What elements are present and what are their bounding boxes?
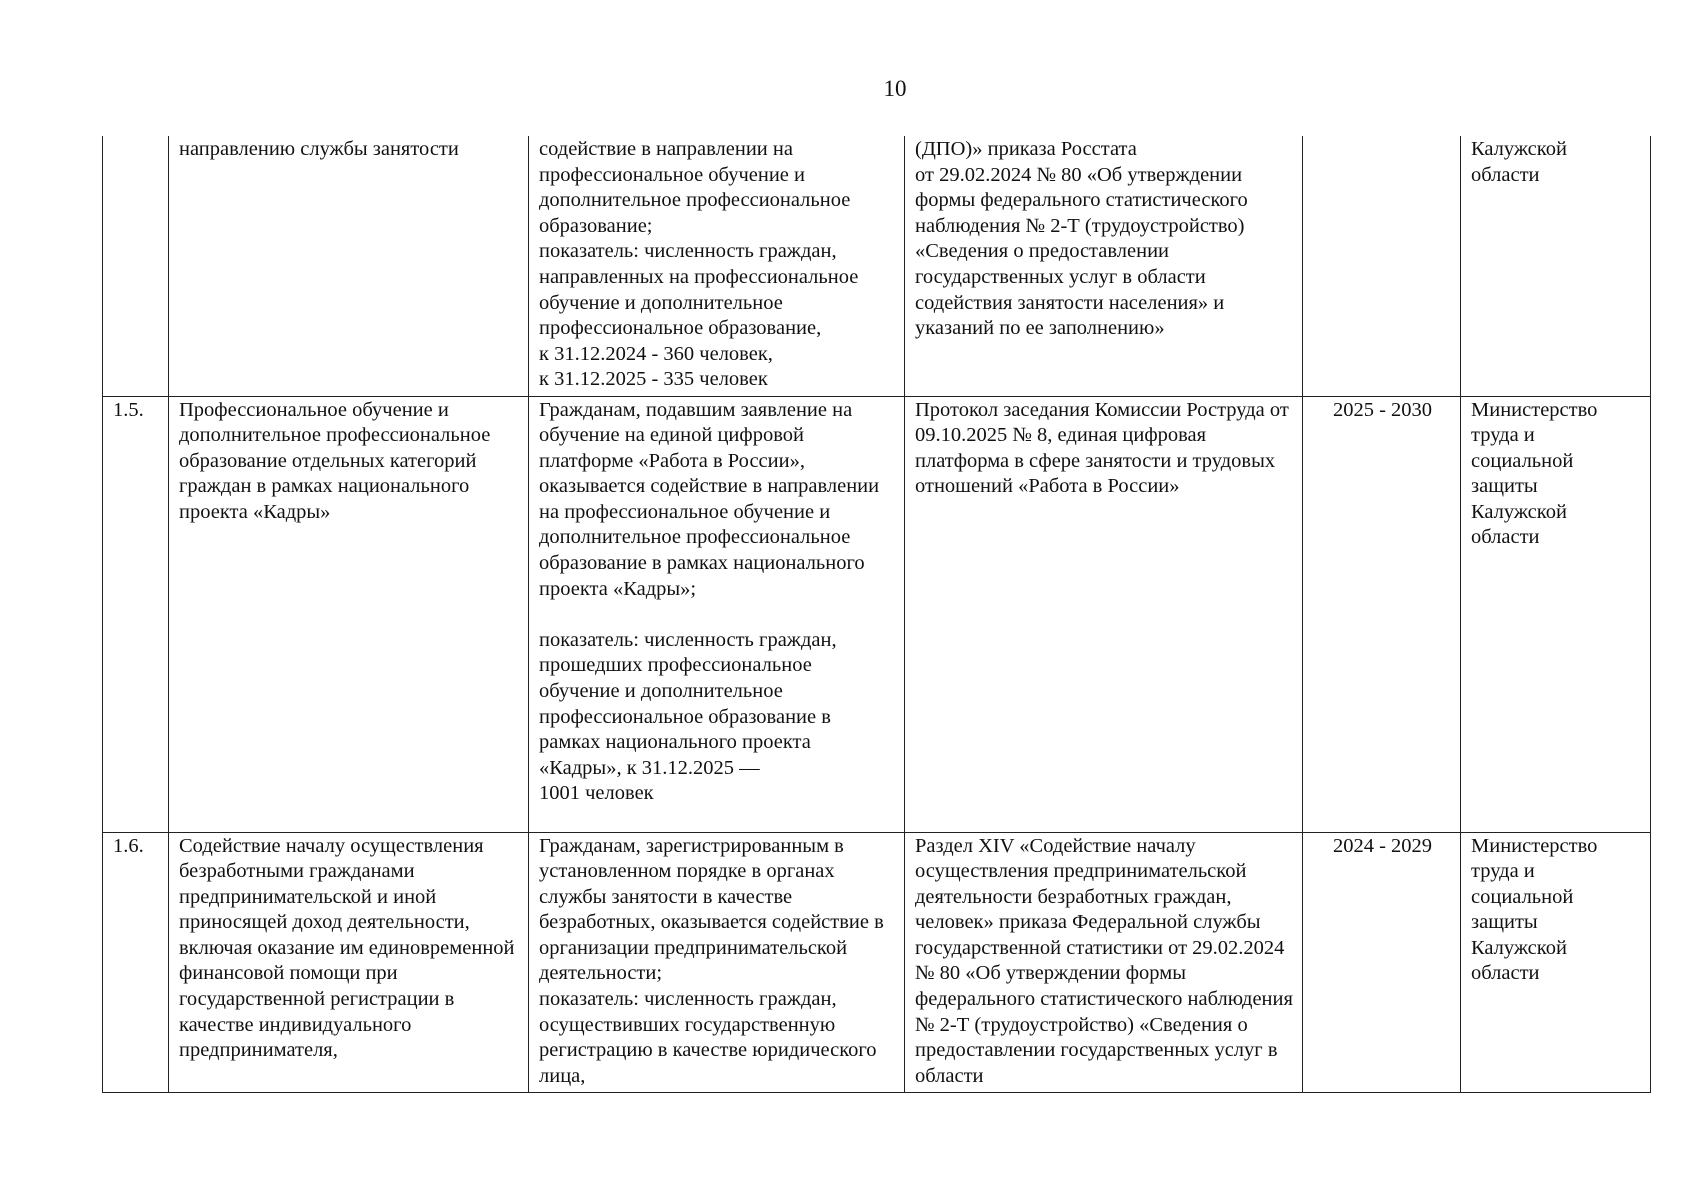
measure-responsible: Министерство труда и социальной защиты Калужской области [1461, 832, 1651, 1092]
table-row [103, 136, 1651, 396]
measures-table [102, 136, 1651, 1093]
table-row [103, 396, 1651, 832]
measure-name: Содействие началу осуществления безработными гражданами предпринимательской и иной приносящей доход деятельности, включая оказание им единовременной финансовой помощи при государственной регистрации в качестве индивидуального предпринимателя, [169, 832, 529, 1092]
measure-name: направлению службы занятости [169, 136, 529, 396]
page-number: 10 [883, 76, 907, 101]
measure-description: Гражданам, зарегистрированным в установленном порядке в органах службы занятости в качестве безработных, оказывается содействие в организации предпринимательской деятельности; показатель: численность граждан, осуществивших государственную регистрацию в качестве юридического лица, [529, 832, 905, 1092]
measure-period [1303, 136, 1461, 396]
measure-description: Гражданам, подавшим заявление на обучение на единой цифровой платформе «Работа в России», оказывается содействие в направлении на профессиональное обучение и дополнительное профессиональное образование в рамках национального проекта «Кадры»; показатель: численность граждан, прошедших профессиональное обучение и дополнительное профессиональное образование в рамках национального проекта «Кадры», к 31.12.2025 — 1001 человек [529, 396, 905, 832]
table-row [103, 832, 1651, 1092]
measure-responsible: Калужской области [1461, 136, 1651, 396]
measure-description: содействие в направлении на профессиональное обучение и дополнительное профессиональное образование; показатель: численность граждан, направленных на профессиональное обучение и дополнительное профессиональное образование, к 31.12.2024 - 360 человек, к 31.12.2025 - 335 человек [529, 136, 905, 396]
row-number: 1.6. [103, 832, 169, 1092]
measure-basis: Раздел XIV «Содействие началу осуществления предпринимательской деятельности безработных граждан, человек» приказа Федеральной службы государственной статистики от 29.02.2024 № 80 «Об утверждении формы федерального статистического наблюдения № 2-Т (трудоустройство) «Сведения о предоставлении государственных услуг в области [905, 832, 1303, 1092]
row-number: 1.5. [103, 396, 169, 832]
measure-name: Профессиональное обучение и дополнительное профессиональное образование отдельных категорий граждан в рамках национального проекта «Кадры» [169, 396, 529, 832]
measure-period: 2025 - 2030 [1303, 396, 1461, 832]
row-number [103, 136, 169, 396]
measure-responsible: Министерство труда и социальной защиты Калужской области [1461, 396, 1651, 832]
measure-basis: Протокол заседания Комиссии Роструда от 09.10.2025 № 8, единая цифровая платформа в сфере занятости и трудовых отношений «Работа в России» [905, 396, 1303, 832]
measure-period: 2024 - 2029 [1303, 832, 1461, 1092]
measure-basis: (ДПО)» приказа Росстата от 29.02.2024 № 80 «Об утверждении формы федерального статистического наблюдения № 2-Т (трудоустройство) «Сведения о предоставлении государственных услуг в области содействия занятости населения» и указаний по ее заполнению» [905, 136, 1303, 396]
